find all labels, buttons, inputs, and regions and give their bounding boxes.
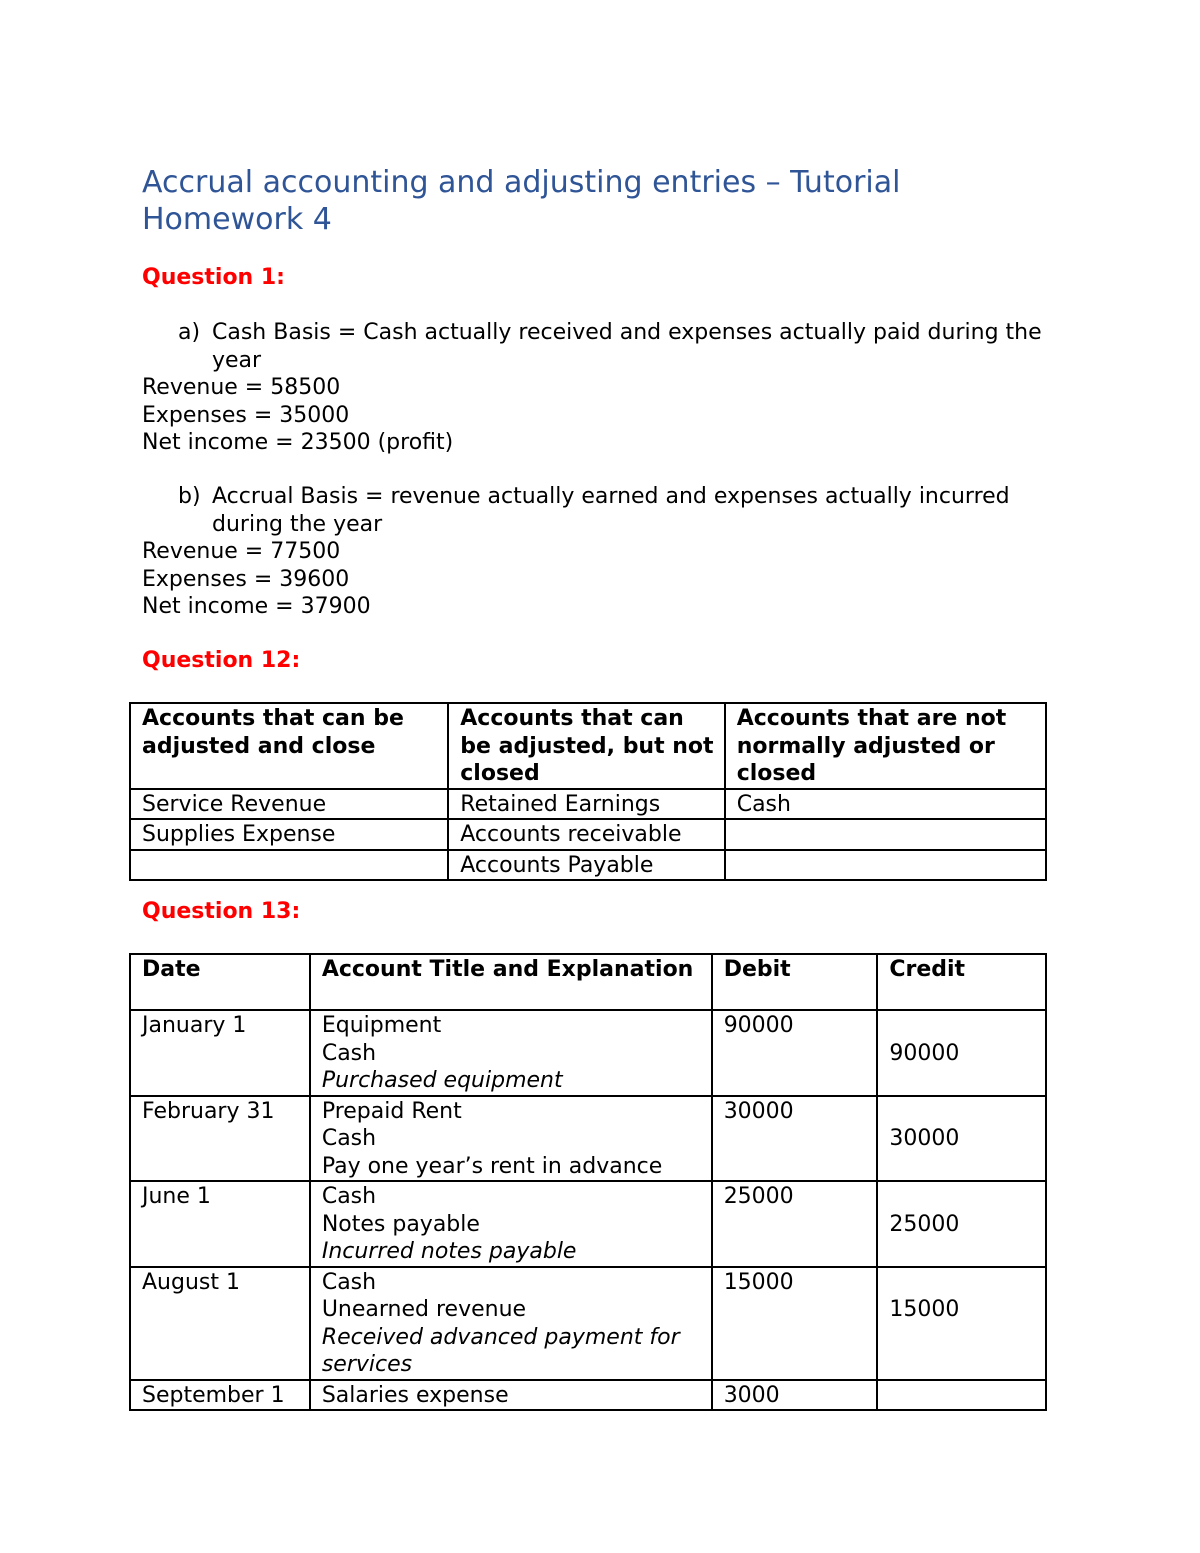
column-header: Accounts that can be adjusted and close	[130, 703, 448, 789]
question-1-heading: Question 1:	[142, 265, 285, 290]
journal-entries-table	[129, 953, 1047, 1411]
table-cell: Accounts Payable	[448, 850, 724, 881]
document-title: Accrual accounting and adjusting entries – Tutorial Homework 4	[142, 165, 901, 237]
question-13-heading: Question 13:	[142, 899, 301, 924]
credit-account: Notes payable	[321, 1211, 480, 1237]
column-header-date: Date	[130, 954, 310, 1010]
credit-amount: 90000	[889, 1040, 960, 1066]
accounts-classification-table	[129, 702, 1047, 881]
credit-amount: 30000	[889, 1126, 960, 1151]
accrual-expenses: Expenses = 39600	[142, 566, 350, 592]
table-row	[130, 789, 1046, 820]
journal-entry-row	[130, 1380, 1046, 1411]
table-cell: Accounts receivable	[448, 819, 724, 850]
debit-account: Salaries expense	[321, 1382, 509, 1408]
credit-amount: 25000	[889, 1211, 960, 1237]
entry-explanation: Pay one year’s rent in advance	[321, 1153, 663, 1179]
credit-amount: 15000	[889, 1297, 960, 1322]
column-header: Accounts that can be adjusted, but not closed	[448, 703, 724, 789]
table-row	[130, 850, 1046, 881]
entry-credit	[877, 1010, 1046, 1096]
entry-explanation: Received advanced payment for services	[321, 1324, 680, 1377]
entry-date: August 1	[130, 1267, 310, 1380]
debit-account: Cash	[321, 1269, 377, 1295]
debit-account: Cash	[321, 1184, 377, 1209]
table-cell: Cash	[725, 789, 1046, 820]
journal-entry-row	[130, 1267, 1046, 1380]
column-header-debit: Debit	[712, 954, 878, 1010]
entry-debit: 25000	[712, 1181, 878, 1267]
question-1-part-a	[142, 319, 1072, 457]
journal-entry-row	[130, 1010, 1046, 1096]
column-header: Accounts that are not normally adjusted or closed	[725, 703, 1046, 789]
entry-debit: 90000	[712, 1010, 878, 1096]
journal-entry-row	[130, 1096, 1046, 1182]
entry-date: September 1	[130, 1380, 310, 1411]
entry-credit	[877, 1380, 1046, 1411]
table-cell: Retained Earnings	[448, 789, 724, 820]
entry-accounts	[310, 1010, 712, 1096]
cash-net-income: Net income = 23500 (profit)	[142, 430, 454, 455]
entry-credit	[877, 1096, 1046, 1182]
entry-debit: 30000	[712, 1096, 878, 1182]
accrual-basis-definition: Accrual Basis = revenue actually earned and expenses actually incurred during the year	[212, 484, 1010, 537]
entry-accounts	[310, 1380, 712, 1411]
list-marker-b: b)	[178, 484, 201, 509]
table-cell	[725, 819, 1046, 850]
entry-debit: 15000	[712, 1267, 878, 1380]
question-1-part-b	[142, 483, 1072, 621]
entry-explanation: Purchased equipment	[321, 1068, 563, 1093]
entry-accounts	[310, 1096, 712, 1182]
table-header-row	[130, 703, 1046, 789]
cash-expenses: Expenses = 35000	[142, 402, 350, 428]
debit-account: Equipment	[321, 1013, 442, 1038]
column-header-account: Account Title and Explanation	[310, 954, 712, 1010]
credit-account: Cash	[321, 1126, 377, 1151]
table-cell: Supplies Expense	[130, 819, 448, 850]
cash-revenue: Revenue = 58500	[142, 375, 341, 400]
list-item-a	[142, 319, 1072, 374]
table-cell	[130, 850, 448, 881]
entry-explanation: Incurred notes payable	[321, 1239, 577, 1264]
accrual-net-income: Net income = 37900	[142, 594, 371, 619]
entry-date: June 1	[130, 1181, 310, 1267]
entry-debit: 3000	[712, 1380, 878, 1411]
table-row	[130, 819, 1046, 850]
entry-accounts	[310, 1267, 712, 1380]
entry-date: February 31	[130, 1096, 310, 1182]
accrual-revenue: Revenue = 77500	[142, 539, 341, 564]
table-header-row	[130, 954, 1046, 1010]
column-header-credit: Credit	[877, 954, 1046, 1010]
credit-account: Unearned revenue	[321, 1297, 527, 1322]
debit-account: Prepaid Rent	[321, 1098, 462, 1124]
entry-date: January 1	[130, 1010, 310, 1096]
journal-entry-row	[130, 1181, 1046, 1267]
table-cell: Service Revenue	[130, 789, 448, 820]
table-cell	[725, 850, 1046, 881]
cash-basis-definition: Cash Basis = Cash actually received and expenses actually paid during the year	[212, 320, 1042, 373]
entry-credit	[877, 1267, 1046, 1380]
credit-account: Cash	[321, 1040, 377, 1066]
list-marker-a: a)	[178, 320, 201, 345]
list-item-b	[142, 483, 1072, 538]
entry-credit	[877, 1181, 1046, 1267]
question-12-heading: Question 12:	[142, 648, 301, 673]
entry-accounts	[310, 1181, 712, 1267]
